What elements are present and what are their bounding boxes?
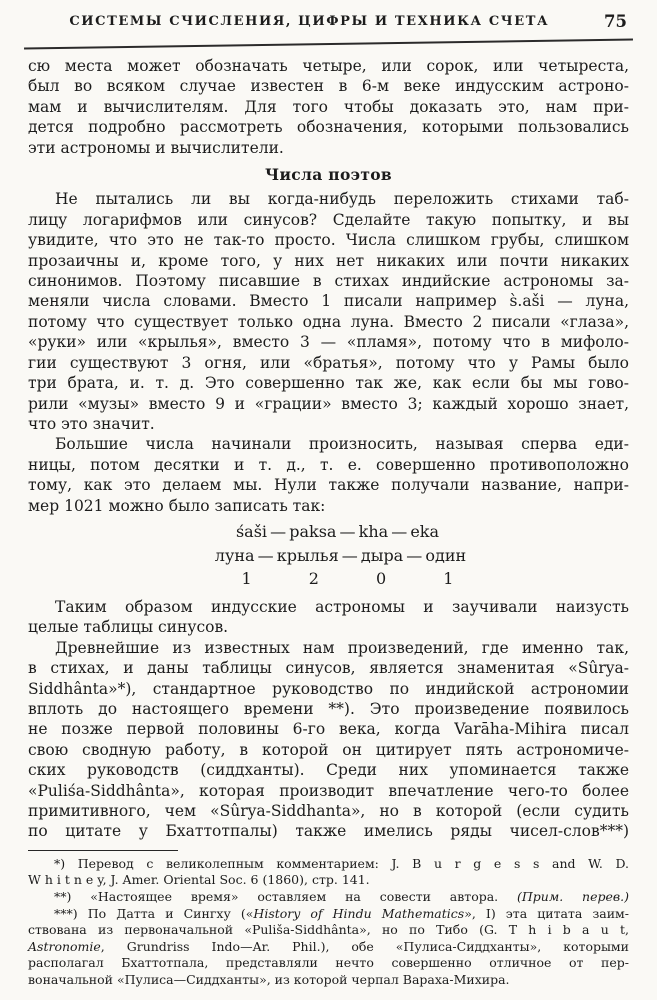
text-segment: W h i t n e y, J. Amer. Oriental Soc. 6 (1860), стр. 141.	[28, 872, 370, 888]
italic-text-segment: Astronomie	[28, 938, 101, 954]
paragraph	[28, 189, 629, 434]
text-line: прозаичны и, кроме того, у них нет никаких или почти никаких	[28, 251, 629, 270]
text-line: эти астрономы и вычислители.	[28, 138, 284, 157]
text-line: увидите, что это не так-то просто. Числа слишком грубы, слишком	[28, 231, 629, 250]
text-line: дется подробно рассмотреть обозначения, которыми пользовались	[28, 118, 629, 137]
running-head-title: СИСТЕМЫ СЧИСЛЕНИЯ, ЦИФРЫ И ТЕХНИКА СЧЕТА	[69, 14, 550, 29]
formula-digit: 1	[241, 568, 252, 588]
text-line: Siddhânta»*), стандартное руководство по индийской астрономии	[28, 679, 629, 698]
formula-digit: 1	[443, 568, 454, 588]
formula-digit: 2	[308, 568, 319, 588]
footnote	[28, 856, 629, 889]
paragraph	[28, 434, 629, 516]
text-line: не позже первой половины 6-го века, когда Varāha-Mihira писал	[28, 720, 629, 739]
page-number: 75	[604, 12, 627, 31]
text-line: ницы, потом десятки и т. д., т. е. совершенно противоположно	[28, 455, 629, 474]
text-line: свою сводную работу, в которой он цитирует пять астрономиче-	[28, 740, 629, 759]
text-line: гии существуют 3 огня, или «братья», потому что у Рамы было	[28, 353, 629, 372]
footnote-line	[28, 872, 629, 889]
footnote	[28, 889, 629, 906]
text-line: по цитате у Бхаттотпалы) также имелись ряды чисел-слов***)	[28, 822, 629, 841]
text-segment: ствована из первоначальной «Puliša-Siddhânta», но по Тибо (G. T h i b a u t,	[28, 922, 629, 938]
text-line: что это значит.	[28, 414, 155, 433]
text-line: потому что существует только одна луна. Вместо 2 писали «глаза»,	[28, 312, 629, 331]
paragraph	[28, 56, 629, 158]
text-line: «руки» или «крылья», вместо 3 — «пламя», потому что в мифоло-	[28, 333, 629, 352]
italic-text-segment: History of Hindu Mathematics	[253, 905, 465, 921]
footnote-line	[28, 906, 629, 923]
formula-transliteration: śaši — paksa — kha — eka	[235, 521, 440, 541]
text-segment: располагал Бхаттотпала, представляли нечто совершенно отличное от пер-	[28, 955, 629, 971]
text-line: синонимов. Поэтому писавшие в стихах индийские астрономы за-	[28, 272, 629, 291]
text-line: меняли числа словами. Вместо 1 писали например s̀.aši — луна,	[28, 292, 629, 311]
number-word-formula	[28, 520, 629, 590]
italic-text-segment: (Прим. перев.)	[517, 889, 629, 904]
section-heading: Числа поэтов	[265, 165, 392, 185]
text-line: лицу логарифмов или синусов? Сделайте такую попытку, и вы	[28, 210, 629, 229]
text-line: мер 1021 можно было записать так:	[28, 496, 326, 515]
text-line: три брата, и. т. д. Это совершенно так же, как если бы мы гово-	[28, 374, 629, 393]
text-segment: ***) По Датта и Сингху («	[54, 905, 254, 921]
text-line: тому, как это делаем мы. Нули также получали название, напри-	[28, 476, 629, 495]
running-head	[28, 12, 629, 36]
formula-translation: луна — крылья — дыра — один	[214, 545, 467, 565]
text-line: рили «музы» вместо 9 и «грации» вместо 3; каждый хорошо знает,	[28, 394, 629, 413]
text-line: «Puliśa-Siddhânta», которая производит впечатление чего-то более	[28, 781, 629, 800]
text-segment: **) «Настоящее время» оставляем на совести автора.	[54, 889, 517, 904]
footnote-line	[28, 922, 629, 939]
text-segment: , Grundriss Indo—Ar. Phil.), обе «Пулиса-Сиддханты», которыми	[100, 938, 629, 954]
footnote-line	[28, 972, 629, 989]
text-line: вплоть до настоящего времени **). Это произведение появилось	[28, 699, 629, 718]
text-line: сю места может обозначать четыре, или сорок, или четыреста,	[28, 57, 629, 75]
footnotes	[28, 856, 629, 989]
text-blocks	[28, 56, 629, 842]
footnote-line	[28, 955, 629, 972]
footnote-separator	[28, 850, 178, 851]
footnote-line	[28, 939, 629, 956]
paragraph	[28, 597, 629, 638]
text-line: Таким образом индусские астрономы и заучивали наизусть	[55, 597, 629, 616]
text-line: был во всяком случае известен в 6-м веке индусским астроно-	[28, 77, 629, 96]
formula-digit: 0	[376, 568, 387, 588]
text-line: мам и вычислителям. Для того чтобы доказать это, нам при-	[28, 97, 629, 116]
formula-digits	[242, 568, 454, 590]
text-line: в стихах, и даны таблицы синусов, является знаменитая «Sûrya-	[28, 659, 629, 678]
text-line: Не пытались ли вы когда-нибудь переложить стихами таб-	[55, 190, 629, 209]
text-segment: *) Перевод с великолепным комментарием: J. B u r g e s s and W. D.	[54, 855, 629, 871]
footnote	[28, 906, 629, 989]
text-line: примитивного, чем «Sûrya-Siddhanta», но в которой (если судить	[28, 802, 629, 820]
text-line: Большие числа начинали произносить, называя сперва еди-	[55, 435, 629, 454]
header-rule	[24, 38, 633, 49]
text-line: целые таблицы синусов.	[28, 618, 229, 637]
text-segment: воначальной «Пулиса—Сиддханты», из которой черпал Вараха-Михира.	[28, 971, 510, 987]
text-segment: », I) эта цитата заим-	[464, 905, 629, 921]
footnote-line	[28, 856, 629, 873]
footnote-line	[28, 889, 629, 906]
text-line: Древнейшие из известных нам произведений, где именно так,	[55, 638, 629, 657]
paragraph	[28, 638, 629, 842]
text-line: ских руководств (сиддханты). Среди них упоминается также	[28, 761, 629, 780]
